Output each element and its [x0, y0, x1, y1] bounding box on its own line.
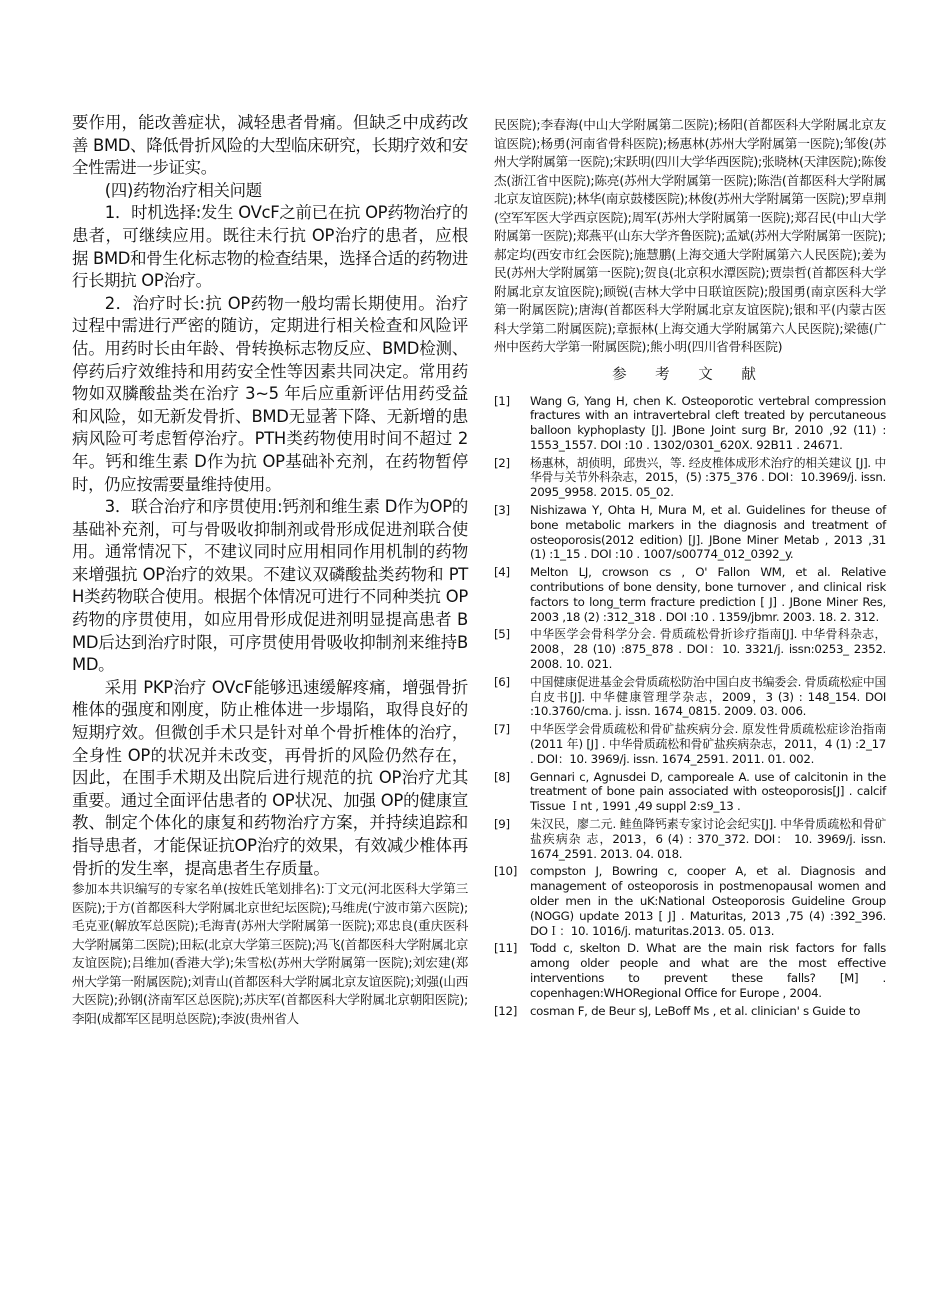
reference-number: [2]	[494, 455, 510, 470]
body-paragraph: 采用 PKP治疗 OVcF能够迅速缓解疼痛，增强骨折椎体的强度和刚度，防止椎体进一步塌陷，取得良好的短期疗效。但微创手术只是针对单个骨折椎体的治疗，全身性 OP的状况并未改变，再骨折的风险仍然存在，因此，在围手术期及出院后进行规范的抗 OP治疗尤其重要。通过全面评估患者的 OP状况、加强 OP的健康宣教、制定个体化的康复和药物治疗方案，并持续追踪和指导患者，才能保证抗OP治疗的效果，有效减少椎体再骨折的发生率，提高患者生存质量。	[72, 677, 468, 878]
reference-item	[494, 1004, 886, 1019]
reference-text: cosman F, de Beur sJ, LeBoff Ms , et al. clinician' s Guide to	[530, 1003, 861, 1018]
expert-list-continued: 民医院);李春海(中山大学附属第二医院);杨阳(首都医科大学附属北京友谊医院);杨勇(河南省骨科医院);杨惠林(苏州大学附属第一医院);邹俊(苏州大学附属第一医院);宋跃明(四川大学华西医院);张晓林(天津医院);陈俊杰(浙江省中医院);陈亮(苏州大学附属第一医院);陈浩(首都医科大学附属北京友谊医院);林华(南京鼓楼医院);林俊(苏州大学附属第一医院);罗卓荆(空军军医大学西京医院);周军(苏州大学附属第一医院);郑召民(中山大学附属第一医院);郑燕平(山东大学齐鲁医院);孟斌(苏州大学附属第一医院);郝定均(西安市红会医院);施慧鹏(上海交通大学附属第六人民医院);姜为民(苏州大学附属第一医院);贺良(北京积水潭医院);贾崇哲(首都医科大学附属北京友谊医院);顾锐(吉林大学中日联谊医院);殷国勇(南京医科大学第一附属医院);唐海(首都医科大学附属北京友谊医院);银和平(内蒙古医科大学第二附属医院);章振林(上海交通大学附属第六人民医院);梁德(广州中医药大学第一附属医院);熊小明(四川省骨科医院)	[494, 117, 886, 354]
reference-item	[494, 864, 886, 938]
reference-text: 杨惠林，胡侦明，邱贵兴，等. 经皮椎体成形术治疗的相关建议 [J]. 中华骨与关节外科杂志，2015，(5) :375_376 . DOI：10.3969/j. issn. 2095_9958. 2015. 05_02.	[530, 455, 886, 500]
reference-text: Nishizawa Y, Ohta H, Mura M, et al. Guidelines for theuse of bone metabolic markers in the diagnosis and treatment of osteoporosis(2012 edition) [J]. JBone Miner Metab , 2013 ,31 (1) :1_15 . DOI :10 . 1007/s00774_012_0392_y.	[530, 503, 886, 562]
reference-item	[494, 627, 886, 671]
reference-item	[494, 770, 886, 814]
reference-text: 中华医学会骨质疏松和骨矿盐疾病分会. 原发性骨质疏松症诊治指南(2011 年) [J] . 中华骨质疏松和骨矿盐疾病杂志，2011，4 (1) :2_17 . DOI：10. 3969/j. issn. 1674_2591. 2011. 01. 002.	[530, 722, 886, 766]
reference-number: [7]	[494, 722, 510, 737]
right-column	[494, 116, 886, 1021]
reference-number: [3]	[494, 503, 510, 518]
reference-item	[494, 456, 886, 500]
reference-item	[494, 675, 886, 719]
reference-number: [10]	[494, 864, 518, 879]
reference-text: 中国健康促进基金会骨质疏松防治中国白皮书编委会. 骨质疏松症中国白皮书[J]. 中华健康管理学杂志，2009，3 (3) : 148_154. DOI :10.3760/cma. j. issn. 1674_0815. 2009. 03. 006.	[530, 674, 886, 719]
body-paragraph: 3．联合治疗和序贯使用:钙剂和维生素 D作为OP的基础补充剂，可与骨吸收抑制剂或骨形成促进剂联合使用。通常情况下，不建议同时应用相同作用机制的药物来增强抗 OP治疗的效果。不建议双磷酸盐类药物和 PTH类药物联合使用。根据个体情况可进行不同种类抗 OP药物的序贯使用，如应用骨形成促进剂明显提高患者 BMD后达到治疗时限，可序贯使用骨吸收抑制剂来维持BMD。	[72, 497, 468, 675]
reference-text: Wang G, Yang H, chen K. Osteoporotic vertebral compression fractures with an intravertebral cleft treated by percutaneous balloon kyphoplasty [J]. JBone Joint surg Br, 2010 ,92 (11) : 1553_1557. DOI :10 . 1302/0301_620X. 92B11 . 24671.	[530, 393, 886, 452]
reference-number: [5]	[494, 627, 510, 642]
reference-text: 中华医学会骨科学分会. 骨质疏松骨折诊疗指南[J]. 中华骨科杂志，2008，28 (10) :875_878 . DOI：10. 3321/j. issn:0253_ 2352. 2008. 10. 021.	[530, 627, 886, 672]
expert-list: 参加本共识编写的专家名单(按姓氏笔划排名):丁文元(河北医科大学第三医院);于方(首都医科大学附属北京世纪坛医院);马维虎(宁波市第六医院);毛克亚(解放军总医院);毛海青(苏州大学附属第一医院);邓忠良(重庆医科大学附属第二医院);田耘(北京大学第三医院);冯飞(首都医科大学附属北京友谊医院);吕维加(香港大学);朱雪松(苏州大学附属第一医院);刘宏建(郑州大学第一附属医院);刘青山(首都医科大学附属北京友谊医院);刘强(山西大医院);孙钢(济南军区总医院);苏庆军(首都医科大学附属北京朝阳医院);李阳(成都军区昆明总医院);李波(贵州省人	[72, 881, 468, 1026]
section-heading: (四)药物治疗相关问题	[104, 180, 262, 200]
reference-text: Melton LJ, crowson cs , O' Fallon WM, et al. Relative contributions of bone density, bone turnover , and clinical risk factors to long_term fracture prediction [ J] . JBone Miner Res, 2003 ,18 (2) :312_318 . DOI :10 . 1359/jbmr. 2003. 18. 2. 312.	[530, 565, 886, 624]
reference-item	[494, 941, 886, 1000]
references-title: 参 考 文 献	[612, 366, 768, 383]
reference-text: compston J, Bowring c, cooper A, et al. Diagnosis and management of osteoporosis in postmenopausal women and older men in the uK:National Osteoporosis Guideline Group (NOGG) update 2013 [ J] . Maturitas, 2013 ,75 (4) :392_396. DOＩ：10. 1016/j. maturitas.2013. 05. 013.	[530, 864, 886, 938]
reference-item	[494, 817, 886, 861]
body-paragraph: 1．时机选择:发生 OVcF之前已在抗 OP药物治疗的患者，可继续应用。既往未行抗 OP治疗的患者，应根据 BMD和骨生化标志物的检查结果，选择合适的药物进行长期抗 OP治疗。	[72, 203, 469, 291]
body-paragraph: 2．治疗时长:抗 OP药物一般均需长期使用。治疗过程中需进行严密的随访，定期进行相关检查和风险评估。用药时长由年龄、骨转换标志物反应、BMD检测、停药后疗效维持和用药安全性等因素共同决定。常用药物如双膦酸盐类在治疗 3~5 年后应重新评估用药受益和风险，如无新发骨折、BMD无显著下降、无新增的患病风险可考虑暂停治疗。PTH类药物使用时间不超过 2 年。钙和维生素 D作为抗 OP基础补充剂，在药物暂停时，仍应按需要量维持使用。	[72, 293, 468, 494]
reference-number: [9]	[494, 817, 510, 832]
reference-number: [12]	[494, 1003, 518, 1018]
reference-number: [4]	[494, 565, 510, 580]
reference-item	[494, 503, 886, 562]
reference-item	[494, 565, 886, 624]
reference-number: [1]	[494, 393, 510, 408]
reference-item	[494, 394, 886, 453]
reference-text: Todd c, skelton D. What are the main risk factors for falls among older people and what are the most effective interventions to prevent these falls? [M] . copenhagen:WHORegional Office for Europe , 2004.	[530, 941, 886, 1000]
body-paragraph: 要作用，能改善症状，减轻患者骨痛。但缺乏中成药改善 BMD、降低骨折风险的大型临床研究，长期疗效和安全性需进一步证实。	[72, 113, 469, 178]
reference-item	[494, 722, 886, 766]
reference-text: 朱汉民，廖二元. 鲑鱼降钙素专家讨论会纪实[J]. 中华骨质疏松和骨矿盐疾病杂 志，2013，6 (4) : 370_372. DOI： 10. 3969/j. issn. 1674_2591. 2013. 04. 018.	[530, 817, 886, 861]
reference-text: Gennari c, Agnusdei D, camporeale A. use of calcitonin in the treatment of bone pain associated with osteoporosis[J] . calcif Tissue Ｉnt , 1991 ,49 suppl 2:s9_13 .	[530, 769, 886, 814]
reference-list	[494, 394, 886, 1019]
reference-number: [11]	[494, 941, 518, 956]
reference-number: [6]	[494, 674, 510, 689]
left-column	[72, 112, 468, 1028]
reference-number: [8]	[494, 769, 510, 784]
